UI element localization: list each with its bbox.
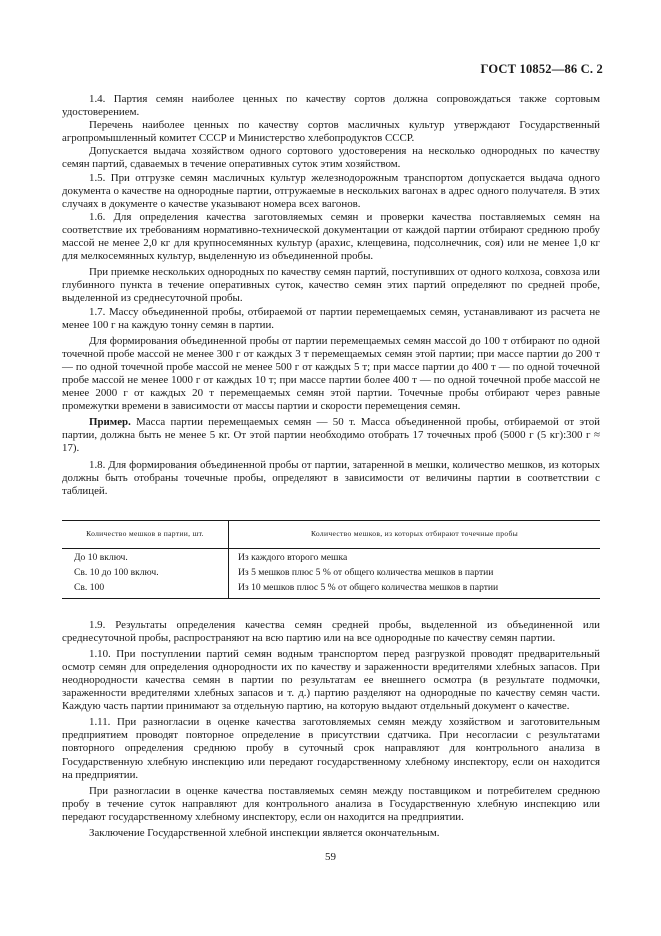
document-header: ГОСТ 10852—86 С. 2 — [480, 62, 603, 76]
bags-sampling-table — [62, 520, 600, 599]
paragraph-conclusion: Заключение Государственной хлебной инспекции является окончательным. — [89, 827, 440, 840]
paragraph-sampling-rules: Для формирования объединенной пробы от партии перемещаемых семян массой до 100 т отбирают по одной точечной пробе массой не менее 300 г от каждых 3 т перемещаемых семян этой партии; при массе партии до 200 т — по одной точечной пробе массой не менее 500 г от каждых 5 т; при массе партии до 400 т — по одной точечной пробе массой не менее 1000 г от каждых 10 т; при массе партии более 400 т — по одной точечной пробе массой не менее 2000 г от каждых 20 т перемещаемых семян этой партии. Точечные пробы отбирают через равные промежутки времени в зависимости от массы партии и скорости перемещения семян. — [62, 334, 600, 413]
example-text: Масса партии перемещаемых семян — 50 т. Масса объединенной пробы, отбираемой от этой партии, должна быть не менее 5 кг. От этой партии необходимо отобрать 17 точечных проб (5000 г (5 кг):300 г ≈ 17). — [62, 416, 600, 455]
example-label: Пример. — [89, 416, 131, 429]
table-cell: Св. 10 до 100 включ. — [62, 566, 229, 581]
table-row — [62, 581, 600, 598]
paragraph-example — [62, 416, 600, 455]
paragraph-acceptance: При приемке нескольких однородных по качеству семян партий, поступивших от одного колхоза, совхоза или глубинного пункта в течение оперативных суток, качество семян этих партий определяют по средней пробе, выделенной из среднесуточной пробы. — [62, 266, 600, 305]
table-header-row — [62, 520, 600, 548]
paragraph-list-approval: Перечень наиболее ценных по качеству сортов масличных культур утверждают Государственный агропромышленный комитет СССР и Министерство хлебопродуктов СССР. — [62, 119, 600, 145]
table-row — [62, 566, 600, 581]
page-number: 59 — [325, 851, 336, 863]
paragraph-1-8: 1.8. Для формирования объединенной пробы от партии, затаренной в мешки, количество мешков, из которых должны быть отобраны точечные пробы, определяют в зависимости от величины партии в соответствии с таблицей. — [62, 458, 600, 497]
paragraph-1-10: 1.10. При поступлении партий семян водным транспортом перед разгрузкой проводят предварительный осмотр семян для определения однородности их по качеству и зараженности вредителями хлебных запасов. При неоднородности качества семян в партии по результатам ее внешнего осмотра (в результате подмочки, зараженности вредителями хлебных запасов и т. д.) партию разделяют на однородные по качеству семян части. Каждую часть партии принимают за отдельную партию, на которую выдают отдельный документ о качестве. — [62, 647, 600, 713]
paragraph-1-7: 1.7. Массу объединенной пробы, отбираемой от партии перемещаемых семян, устанавливают из расчета не менее 100 г на каждую тонну семян в партии. — [62, 305, 600, 331]
table-header-sampled-bags: Количество мешков, из которых отбирают точечные пробы — [229, 520, 601, 548]
paragraph-supplier-dispute: При разногласии в оценке качества поставляемых семян между поставщиком и потребителем среднюю пробу в течение суток направляют для контрольного анализа в Государственную хлебную инспекцию или передают государственному хлебному инспектору, если он находится на предприятии. — [62, 784, 600, 823]
paragraph-1-6: 1.6. Для определения качества заготовляемых семян и проверки качества поставляемых семян на соответствие их требованиям нормативно-технической документации от каждой партии отбирают среднюю пробу массой не менее 2,0 кг для крупносемянных культур (арахис, клещевина, подсолнечник, соя) или не менее 1,0 кг для мелкосемянных культур, выделенную из объединенной пробы. — [62, 210, 600, 263]
paragraph-single-certificate: Допускается выдача хозяйством одного сортового удостоверения на несколько однородных по качеству семян партий, сдаваемых в течение оперативных суток этим хозяйством. — [62, 145, 600, 171]
table-cell: До 10 включ. — [62, 549, 229, 566]
table-row — [62, 549, 600, 566]
paragraph-1-11: 1.11. При разногласии в оценке качества заготовляемых семян между хозяйством и заготовительным предприятием проводят повторное определение в присутствии сдатчика. При несогласии с результатами повторного определения среднюю пробу в суточный срок направляют для контрольного анализа в Государственную хлебную инспекцию или передают государственному хлебному инспектору, если он находится на предприятии. — [62, 716, 600, 781]
table-cell: Из 10 мешков плюс 5 % от общего количества мешков в партии — [229, 581, 601, 598]
table-header-bag-count: Количество мешков в партии, шт. — [62, 520, 229, 548]
table-cell: Из каждого второго мешка — [238, 552, 348, 564]
table-cell: Из 5 мешков плюс 5 % от общего количества мешков в партии — [238, 567, 494, 579]
table-cell: Св. 100 — [62, 581, 229, 598]
bags-table-container — [62, 520, 600, 599]
document-body — [62, 93, 600, 840]
paragraph-1-9: 1.9. Результаты определения качества семян средней пробы, выделенной из объединенной или среднесуточной пробы, распространяют на всю партию или на все однородные по качеству семян партии. — [62, 618, 600, 644]
paragraph-1-5: 1.5. При отгрузке семян масличных культур железнодорожным транспортом допускается выдача одного документа о качестве на однородные партии, отгружаемые в нескольких вагонах в адрес одного получателя. В этих случаях в документе о качестве указывают номера всех вагонов. — [62, 171, 600, 210]
paragraph-1-4: 1.4. Партия семян наиболее ценных по качеству сортов должна сопровождаться также сортовым удостоверением. — [62, 93, 600, 119]
